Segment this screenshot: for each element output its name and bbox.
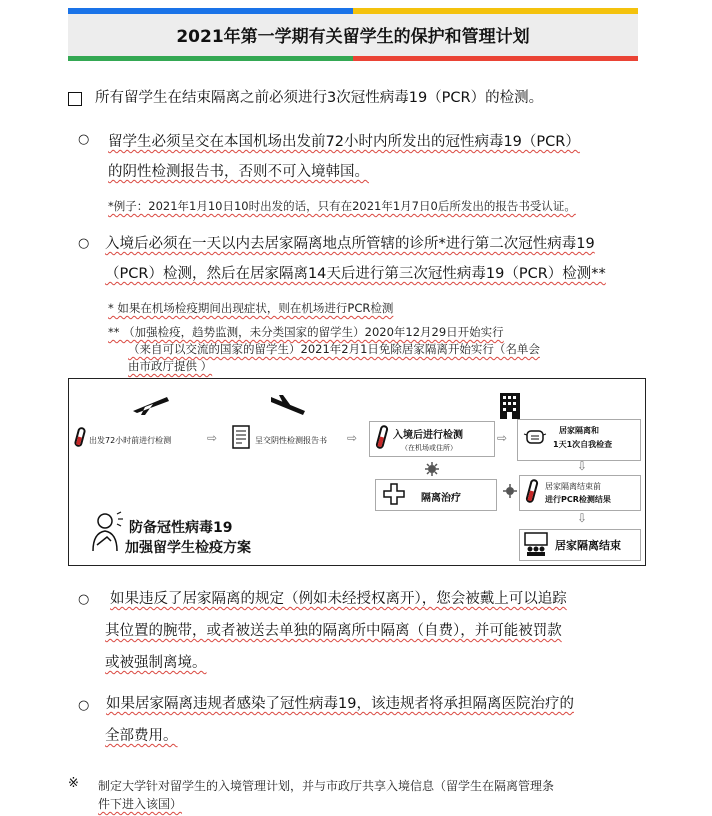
- sub2-note2a: ** （加强检疫，趋势监测，未分类国家的留学生）2020年12月29日开始实行: [108, 325, 504, 339]
- footer-line2: 件下进入该国）: [98, 797, 183, 811]
- medical-cross-icon: [383, 483, 405, 509]
- sub1-line1: 留学生必须呈交在本国机场出发前72小时内所发出的冠性病毒19（PCR）: [108, 134, 580, 150]
- brand-line2: 加强留学生检疫方案: [125, 540, 251, 556]
- sub2-line2: （PCR）检测，然后在居家隔离14天后进行第三次冠性病毒19（PCR）检测**: [105, 266, 606, 282]
- brand-line1: 防备冠性病毒19: [129, 520, 233, 536]
- sub3-line3: 或被强制离境。: [105, 655, 207, 671]
- bullet-circle-icon: ○: [78, 236, 90, 251]
- footer-line1: 制定大学针对留学生的入境管理计划，并与市政厅共享入境信息（留学生在隔离管理条: [98, 779, 555, 793]
- sub2-note2c: 由市政厅提供 ）: [128, 359, 213, 373]
- checkbox[interactable]: [68, 92, 82, 106]
- airplane-landing-icon: [269, 393, 309, 425]
- sub3-line1: 如果违反了居家隔离的规定（例如未经授权离开），您会被戴上可以追踪: [110, 591, 567, 607]
- sub2-line1: 入境后必须在一天以内去居家隔离地点所管辖的诊所*进行第二次冠性病毒19: [105, 236, 595, 252]
- step5-label-b: 进行PCR检测结果: [545, 495, 611, 504]
- bullet-circle-icon: ○: [78, 592, 90, 607]
- virus-icon: [425, 461, 439, 480]
- main-item-text: 所有留学生在结束隔离之前必须进行3次冠性病毒19（PCR）的检测。: [95, 90, 544, 106]
- bullet-circle-icon: ○: [78, 698, 90, 713]
- step6-label: 隔离治疗: [421, 493, 461, 504]
- arrow-down-icon: ⇩: [577, 511, 588, 525]
- step4-label-a: 居家隔离和: [559, 426, 599, 435]
- document-icon: [231, 425, 251, 453]
- step5-label-a: 居家隔离结束前: [545, 482, 601, 491]
- sub4-line1: 如果居家隔离违规者感染了冠性病毒19，该违规者将承担隔离医院治疗的: [106, 696, 574, 712]
- people-monitor-icon: [523, 532, 549, 560]
- test-tube-icon: [73, 427, 87, 453]
- title-bottom-stripe: [68, 56, 638, 61]
- page-title: 2021年第一学期有关留学生的保护和管理计划: [176, 27, 530, 47]
- step4-label-b: 1天1次自我检查: [553, 440, 613, 449]
- arrow-right-icon: ⇨: [207, 431, 218, 445]
- mask-icon: [523, 429, 547, 449]
- step3-label: 入境后进行检测: [393, 430, 463, 441]
- sub2-note1: * 如果在机场检疫期间出现症状，则在机场进行PCR检测: [108, 301, 394, 315]
- test-tube-icon: [375, 425, 389, 455]
- sub3-line2: 其位置的腕带，或者被送去单独的隔离所中隔离（自费），并可能被罚款: [105, 623, 562, 639]
- quarantine-flow-diagram: [68, 378, 646, 566]
- virus-icon: [503, 483, 517, 502]
- bullet-circle-icon: ○: [78, 132, 90, 147]
- sub2-note2b: （来自可以交流的国家的留学生）2021年2月1日免除居家隔离开始实行（名单会: [128, 342, 540, 356]
- person-thinking-icon: [87, 511, 125, 557]
- arrow-down-icon: ⇩: [577, 459, 588, 473]
- step3-sublabel: （在机场或住所）: [401, 444, 457, 452]
- step7-label: 居家隔离结束: [555, 539, 621, 552]
- test-tube-icon: [525, 479, 539, 509]
- sub1-line2: 的阴性检测报告书，否则不可入境韩国。: [108, 164, 369, 180]
- step1-label: 出发72小时前进行检测: [89, 436, 172, 445]
- reference-mark: ※: [68, 776, 79, 791]
- title-top-stripe: [68, 8, 638, 14]
- sub4-line2: 全部费用。: [105, 728, 178, 744]
- arrow-right-icon: ⇨: [347, 431, 358, 445]
- step2-label: 呈交阴性检测报告书: [255, 436, 327, 445]
- airplane-takeoff-icon: [131, 389, 171, 421]
- arrow-right-icon: ⇨: [497, 431, 508, 445]
- sub1-example: *例子：2021年1月10日10时出发的话，只有在2021年1月7日0后所发出的报告书受认证。: [108, 199, 576, 213]
